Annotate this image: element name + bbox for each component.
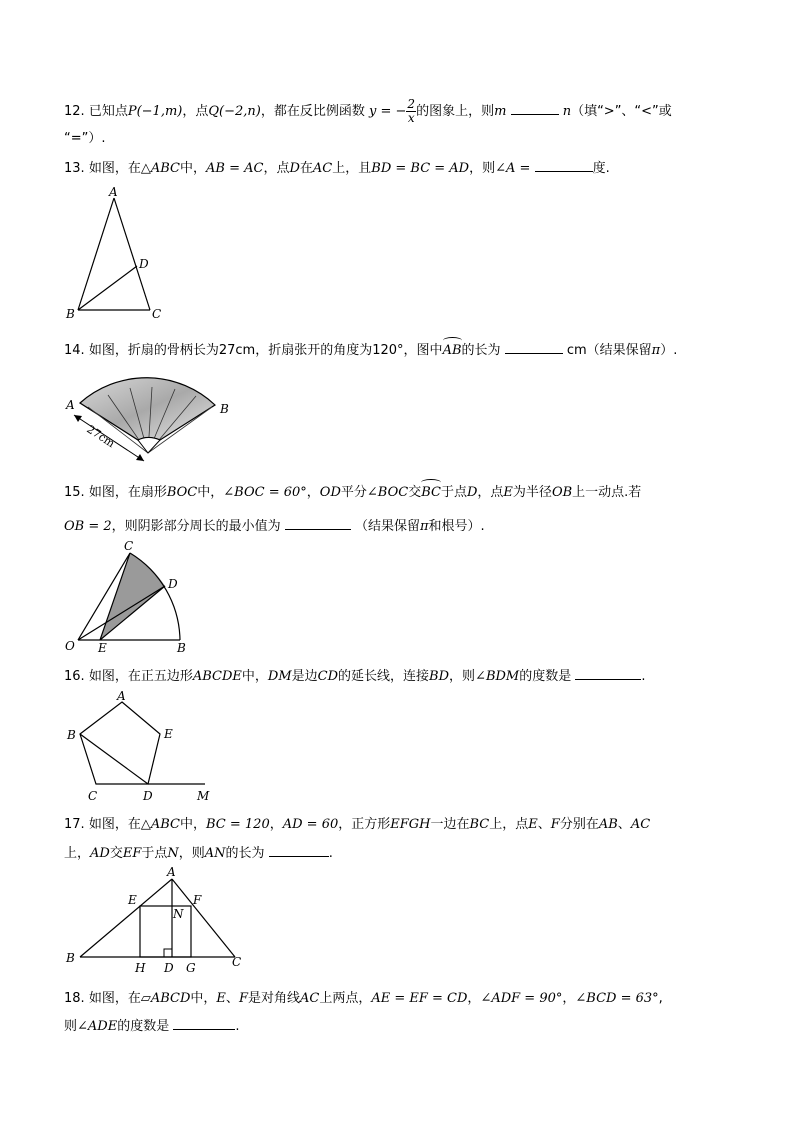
label-A: A	[117, 689, 126, 703]
q13-line1: 13. 如图，在△ABC中，AB = AC，点D在AC上，且BD = BC = AD，则∠A = 度.	[64, 158, 610, 178]
label-A: A	[167, 865, 176, 879]
line-AB	[78, 198, 114, 310]
q18-line2: 则∠ADE的度数是 .	[64, 1016, 240, 1036]
label-E: E	[98, 641, 107, 655]
q17-line1: 17. 如图，在△ABC中，BC = 120，AD = 60，正方形EFGH一边在BC上，点E、F分别在AB、AC	[64, 817, 651, 832]
answer-blank-q13[interactable]	[535, 158, 593, 172]
q16-pentagon-figure	[60, 690, 220, 805]
arrow-left	[74, 415, 82, 422]
answer-blank-q17[interactable]	[269, 843, 329, 857]
label-A: A	[109, 185, 118, 199]
line-AC	[114, 198, 150, 310]
fraction: $\frac{2}{x}$	[407, 97, 416, 125]
answer-blank-q14[interactable]	[505, 340, 563, 354]
q15-line1: 15. 如图，在扇形BOC中，∠BOC = 60°，OD平分∠BOC交BC于点D，点E为半径OB上一动点.若	[64, 485, 642, 500]
answer-blank-q12[interactable]	[511, 101, 559, 115]
label-E: E	[164, 727, 173, 741]
label-H: H	[135, 961, 146, 975]
label-C: C	[152, 307, 162, 321]
answer-blank-q18[interactable]	[173, 1016, 235, 1030]
label-B: B	[66, 307, 75, 321]
label-D: D	[168, 577, 178, 591]
q13-number: 13.	[64, 161, 85, 176]
label-D: D	[143, 789, 153, 803]
arrow-right	[136, 454, 144, 461]
line-BD	[78, 266, 137, 310]
q12-line2: “=”）.	[64, 131, 106, 146]
q12-line1: 12. 已知点P(−1,m)，点Q(−2,n)，都在反比例函数 y = − $\frac{2}{x}$ 的图象上，则m n（填“>”、“<”或	[64, 97, 672, 125]
q16-number: 16.	[64, 669, 85, 684]
q15-sector-figure	[60, 540, 200, 655]
label-N: N	[173, 907, 184, 921]
arc-BC: BC	[421, 485, 441, 500]
q14-number: 14.	[64, 343, 85, 358]
q12-number: 12.	[64, 104, 85, 119]
q16-line1: 16. 如图，在正五边形ABCDE中，DM是边CD的延长线，连接BD，则∠BDM的度数是 .	[64, 666, 646, 686]
label-B: B	[66, 951, 75, 965]
right-angle-mark	[164, 949, 172, 957]
label-O: O	[65, 639, 75, 653]
line-BD	[80, 734, 148, 784]
q17-number: 17.	[64, 817, 85, 832]
label-27cm: 27cm	[84, 422, 118, 451]
q13-triangle-figure	[60, 185, 170, 320]
label-B: B	[220, 402, 229, 416]
q17-triangle-square-figure	[60, 862, 260, 974]
q18-line1: 18. 如图，在▱ABCD中，E、F是对角线AC上两点，AE = EF = CD，∠ADF = 90°，∠BCD = 63°,	[64, 991, 663, 1006]
label-G: G	[186, 961, 196, 975]
answer-blank-q16[interactable]	[575, 666, 641, 680]
label-C: C	[88, 789, 98, 803]
label-M: M	[197, 789, 210, 803]
label-F: F	[193, 893, 202, 907]
answer-blank-q15[interactable]	[285, 516, 351, 530]
label-C: C	[232, 955, 242, 969]
q15-number: 15.	[64, 485, 85, 500]
q17-line2: 上，AD交EF于点N，则AN的长为 .	[64, 843, 333, 863]
q14-line1: 14. 如图，折扇的骨柄长为27cm，折扇张开的角度为120°，图中AB的长为 cm（结果保留π）.	[64, 340, 677, 360]
label-A: A	[66, 398, 75, 412]
label-B: B	[67, 728, 76, 742]
label-B: B	[177, 641, 186, 655]
shaded-region	[100, 553, 165, 640]
label-D: D	[164, 961, 174, 975]
q14-fan-figure	[60, 355, 240, 470]
q15-line2: OB = 2，则阴影部分周长的最小值为 （结果保留π和根号）.	[64, 516, 485, 536]
label-C: C	[124, 539, 134, 553]
label-E: E	[128, 893, 137, 907]
fan-base	[138, 438, 160, 454]
line-AB	[80, 879, 172, 957]
label-D: D	[139, 257, 149, 271]
q18-number: 18.	[64, 991, 85, 1006]
arc-AB: AB	[442, 343, 462, 358]
